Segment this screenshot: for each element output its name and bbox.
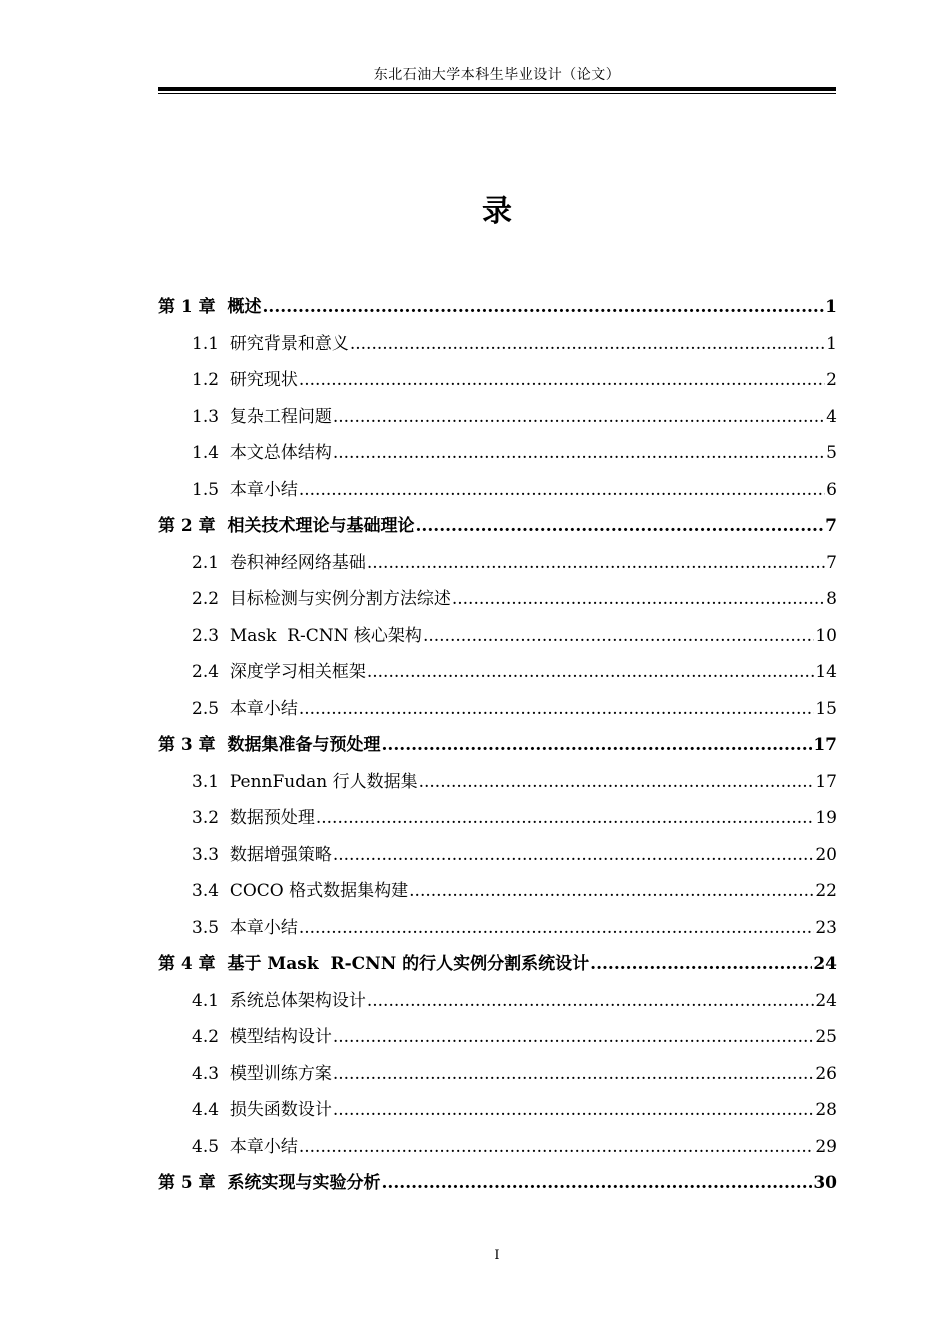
toc-dot-leader: [419, 769, 815, 795]
toc-entry-page-number: 29: [815, 1136, 837, 1157]
toc-entry-label: 第 4 章 基于 Mask R-CNN 的行人实例分割系统设计: [158, 954, 590, 974]
toc-entry-label: 3.4 COCO 格式数据集构建: [192, 881, 409, 901]
toc-entry-page-number: 1: [826, 333, 837, 354]
toc-entry-page-number: 24: [813, 954, 837, 974]
toc-entry-page-number: 26: [815, 1063, 837, 1084]
toc-entry-page-number: 15: [815, 698, 837, 719]
toc-entry-label: 第 1 章 概述: [158, 297, 262, 317]
toc-entry-label: 1.4 本文总体结构: [192, 443, 332, 463]
toc-dot-leader: [333, 842, 815, 868]
toc-dot-leader: [350, 331, 825, 357]
toc-dot-leader: [590, 951, 812, 977]
toc-dot-leader: [333, 1024, 815, 1050]
toc-dot-leader: [409, 878, 814, 904]
toc-dot-leader: [382, 732, 813, 758]
page-number: I: [494, 1248, 500, 1263]
toc-dot-leader: [367, 659, 815, 685]
toc-entry-page-number: 1: [825, 297, 837, 317]
header-rule-thin: [158, 93, 836, 94]
toc-dot-leader: [333, 404, 825, 430]
toc-entry-label: 4.4 损失函数设计: [192, 1100, 332, 1120]
toc-section-entry[interactable]: [192, 988, 837, 1014]
toc-entry-page-number: 10: [815, 625, 837, 646]
toc-entry-label: 第 2 章 相关技术理论与基础理论: [158, 516, 415, 536]
toc-dot-leader: [452, 586, 825, 612]
toc-entry-label: 2.2 目标检测与实例分割方法综述: [192, 589, 451, 609]
header-rule-thick: [158, 87, 836, 91]
toc-entry-page-number: 2: [826, 370, 837, 390]
toc-entry-label: 3.5 本章小结: [192, 917, 298, 938]
toc-section-entry[interactable]: [192, 623, 837, 649]
toc-entry-page-number: 6: [826, 479, 837, 500]
toc-entry-page-number: 24: [815, 990, 837, 1011]
toc-entry-label: 1.2 研究现状: [192, 370, 298, 390]
toc-dot-leader: [299, 477, 825, 503]
toc-dot-leader: [333, 440, 825, 466]
toc-section-entry[interactable]: [192, 915, 837, 941]
toc-section-entry[interactable]: [192, 1024, 837, 1050]
toc-dot-leader: [367, 988, 815, 1014]
toc-section-entry[interactable]: [192, 1097, 837, 1123]
toc-chapter-entry[interactable]: [158, 513, 837, 539]
toc-entry-label: 4.2 模型结构设计: [192, 1027, 332, 1047]
running-header: 东北石油大学本科生毕业设计（论文）: [373, 67, 621, 83]
toc-entry-label: 2.1 卷积神经网络基础: [192, 552, 366, 573]
toc-entry-page-number: 25: [815, 1027, 837, 1047]
toc-entry-page-number: 7: [826, 552, 837, 573]
toc-entry-page-number: 23: [815, 917, 837, 938]
toc-entry-label: 4.3 模型训练方案: [192, 1063, 332, 1084]
toc-section-entry[interactable]: [192, 1061, 837, 1087]
toc-entry-page-number: 4: [826, 406, 837, 427]
toc-entry-page-number: 28: [815, 1100, 837, 1120]
toc-entry-label: 1.3 复杂工程问题: [192, 406, 332, 427]
toc-entry-page-number: 5: [826, 443, 837, 463]
toc-entry-label: 1.1 研究背景和意义: [192, 333, 349, 354]
toc-dot-leader: [299, 696, 815, 722]
toc-dot-leader: [367, 550, 825, 576]
toc-section-entry[interactable]: [192, 696, 837, 722]
toc-entry-label: 3.2 数据预处理: [192, 808, 315, 828]
toc-dot-leader: [316, 805, 815, 831]
toc-section-entry[interactable]: [192, 805, 837, 831]
toc-entry-page-number: 20: [815, 844, 837, 865]
toc-section-entry[interactable]: [192, 878, 837, 904]
toc-dot-leader: [423, 623, 814, 649]
toc-dot-leader: [416, 513, 825, 539]
toc-dot-leader: [299, 1134, 815, 1160]
toc-section-entry[interactable]: [192, 367, 837, 393]
toc-section-entry[interactable]: [192, 1134, 837, 1160]
toc-entry-label: 4.5 本章小结: [192, 1136, 298, 1157]
toc-section-entry[interactable]: [192, 477, 837, 503]
page-title: 录: [482, 194, 512, 229]
toc-entry-label: 1.5 本章小结: [192, 479, 298, 500]
toc-dot-leader: [263, 294, 825, 320]
toc-entry-label: 2.5 本章小结: [192, 698, 298, 719]
toc-entry-page-number: 19: [815, 808, 837, 828]
toc-chapter-entry[interactable]: [158, 732, 837, 758]
toc-chapter-entry[interactable]: [158, 951, 837, 977]
toc-entry-page-number: 17: [815, 771, 837, 792]
toc-dot-leader: [299, 367, 825, 393]
toc-entry-label: 第 5 章 系统实现与实验分析: [158, 1173, 381, 1193]
toc-entry-page-number: 7: [825, 516, 837, 536]
toc-entry-page-number: 14: [815, 662, 837, 682]
toc-entry-label: 3.1 PennFudan 行人数据集: [192, 771, 418, 792]
toc-section-entry[interactable]: [192, 440, 837, 466]
toc-entry-page-number: 30: [813, 1173, 837, 1193]
toc-section-entry[interactable]: [192, 769, 837, 795]
toc-section-entry[interactable]: [192, 659, 837, 685]
toc-entry-label: 2.4 深度学习相关框架: [192, 662, 366, 682]
toc-entry-label: 4.1 系统总体架构设计: [192, 990, 366, 1011]
toc-section-entry[interactable]: [192, 842, 837, 868]
toc-entry-label: 2.3 Mask R-CNN 核心架构: [192, 625, 422, 646]
toc-dot-leader: [382, 1170, 813, 1196]
toc-chapter-entry[interactable]: [158, 294, 837, 320]
toc-entry-page-number: 17: [813, 735, 837, 755]
toc-section-entry[interactable]: [192, 331, 837, 357]
toc-entry-page-number: 22: [815, 881, 837, 901]
toc-dot-leader: [333, 1061, 815, 1087]
toc-dot-leader: [299, 915, 815, 941]
toc-section-entry[interactable]: [192, 404, 837, 430]
toc-section-entry[interactable]: [192, 550, 837, 576]
toc-dot-leader: [333, 1097, 815, 1123]
toc-chapter-entry[interactable]: [158, 1170, 837, 1196]
toc-entry-page-number: 8: [826, 589, 837, 609]
toc-entry-label: 3.3 数据增强策略: [192, 844, 332, 865]
toc-section-entry[interactable]: [192, 586, 837, 612]
toc-entry-label: 第 3 章 数据集准备与预处理: [158, 735, 381, 755]
